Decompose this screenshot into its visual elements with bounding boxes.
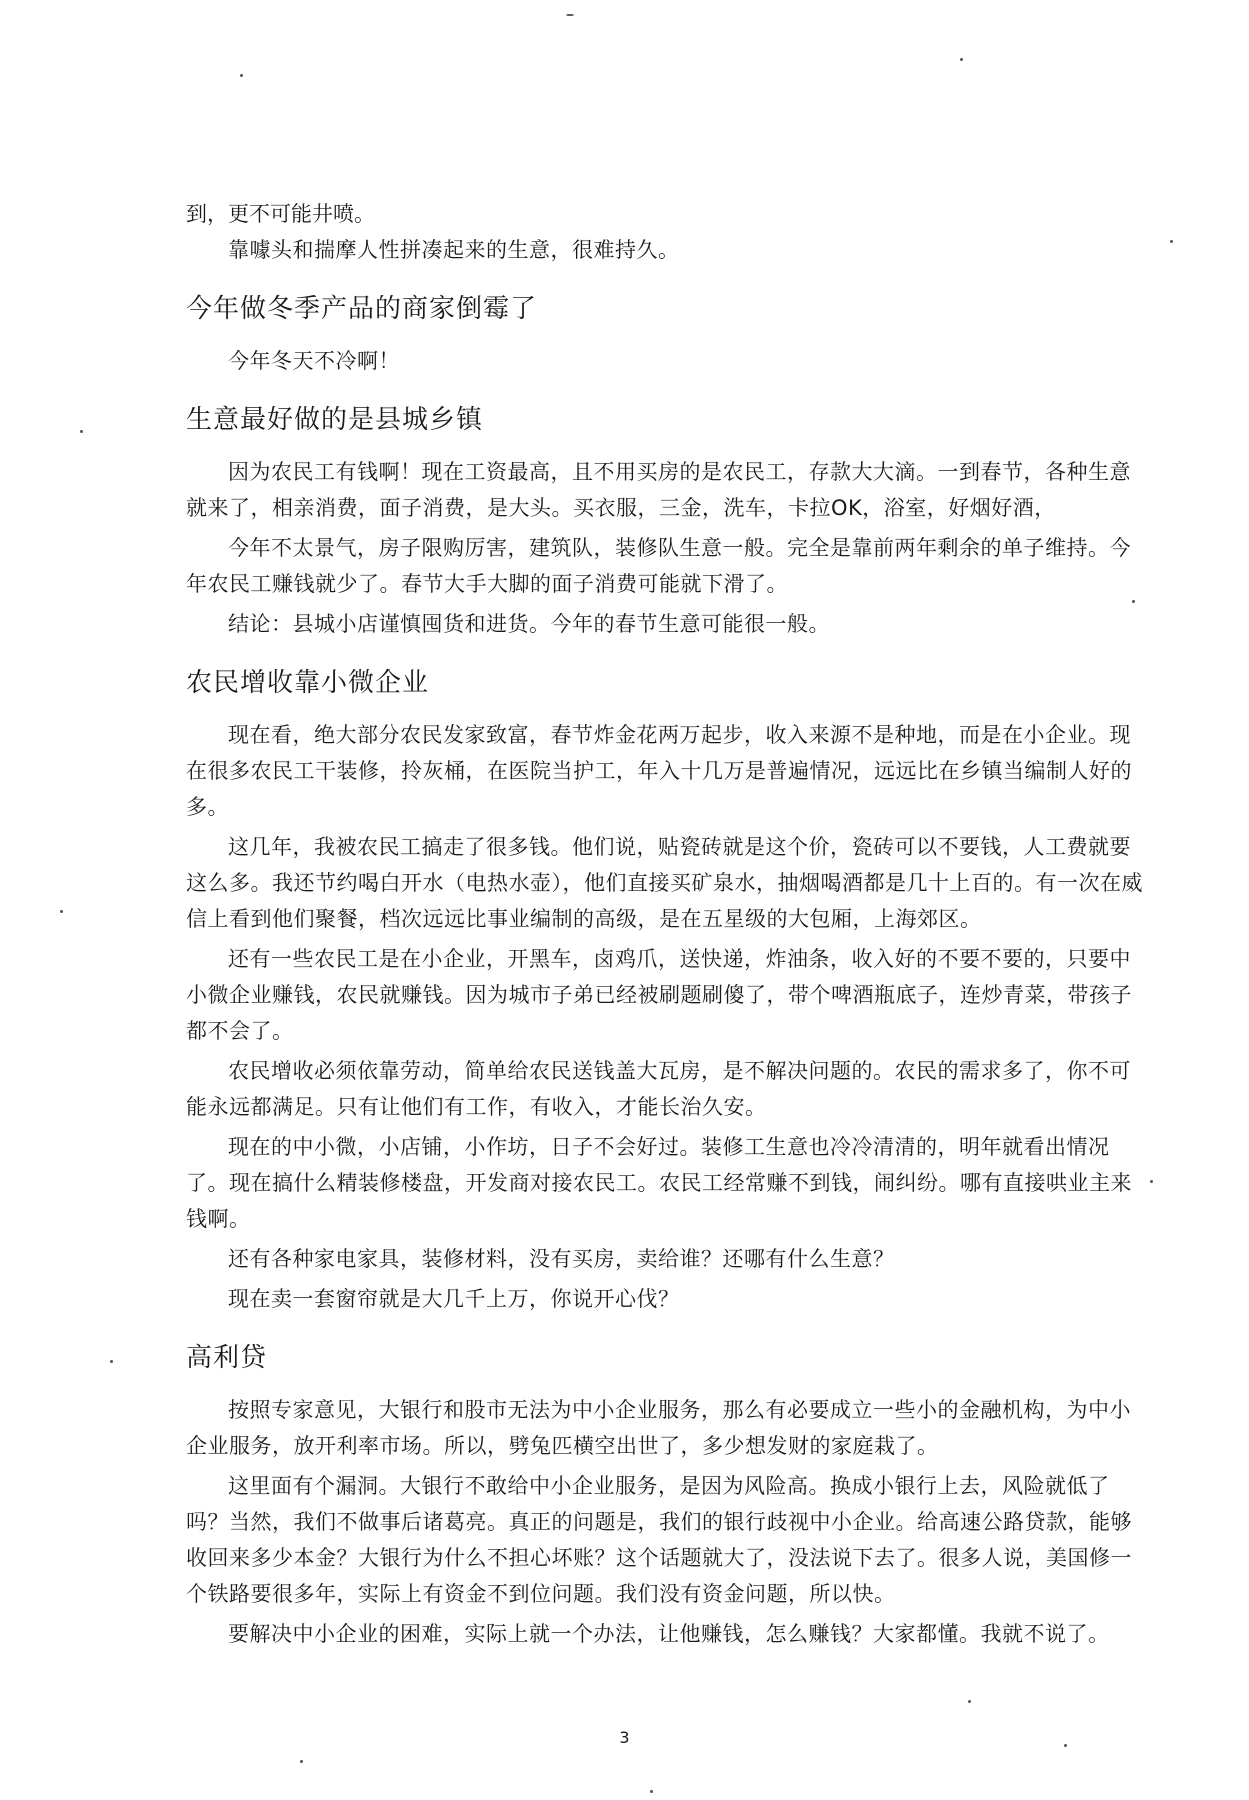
paragraph: 这里面有个漏洞。大银行不敢给中小企业服务，是因为风险高。换成小银行上去，风险就低了吗？当然，我们不做事后诸葛亮。真正的问题是，我们的银行歧视中小企业。给高速公路贷款，能够收回来多少本金？大银行为什么不担心坏账？这个话题就大了，没法说下去了。很多人说，美国修一个铁路要很多年，实际上有资金不到位问题。我们没有资金问题，所以快。 [186,1474,1132,1606]
section-usury [186,1337,1146,1652]
paragraph: 今年冬天不冷啊！ [228,349,400,373]
paragraph: 要解决中小企业的困难，实际上就一个办法，让他赚钱，怎么赚钱？大家都懂。我就不说了。 [228,1622,1110,1646]
paragraph: 现在的中小微，小店铺，小作坊，日子不会好过。装修工生意也冷冷清清的，明年就看出情况了。现在搞什么精装修楼盘，开发商对接农民工。农民工经常赚不到钱，闹纠纷。哪有直接哄业主来钱啊。 [186,1135,1132,1231]
scan-speck [60,910,63,913]
scan-speck [650,1790,653,1793]
scan-speck [566,14,574,16]
paragraph: 按照专家意见，大银行和股市无法为中小企业服务，那么有必要成立一些小的金融机构，为中小企业服务，放开利率市场。所以，劈兔匹横空出世了，多少想发财的家庭栽了。 [186,1398,1131,1458]
paragraph: 今年不太景气，房子限购厉害，建筑队，装修队生意一般。完全是靠前两年剩余的单子维持。今年农民工赚钱就少了。春节大手大脚的面子消费可能就下滑了。 [186,536,1131,596]
paragraph: 还有一些农民工是在小企业，开黑车，卤鸡爪，送快递，炸油条，收入好的不要不要的，只要中小微企业赚钱，农民就赚钱。因为城市子弟已经被刷题刷傻了，带个啤酒瓶底子，连炒青菜，带孩子都不会了。 [186,947,1132,1043]
scan-speck [1170,240,1173,243]
scan-speck [960,58,963,61]
section-heading: 高利贷 [186,1343,268,1373]
section-heading: 农民增收靠小微企业 [186,668,430,698]
scan-speck [240,74,243,77]
paragraph: 这几年，我被农民工搞走了很多钱。他们说，贴瓷砖就是这个价，瓷砖可以不要钱，人工费就要这么多。我还节约喝白开水（电热水壶），他们直接买矿泉水，抽烟喝酒都是几十上百的。有一次在威信上看到他们聚餐，档次远远比事业编制的高级，是在五星级的大包厢，上海郊区。 [186,835,1143,931]
section-heading: 生意最好做的是县城乡镇 [186,405,484,435]
section-county-towns [186,399,1146,642]
paragraph: 结论：县城小店谨慎囤货和进货。今年的春节生意可能很一般。 [228,612,830,636]
section-farmer-income [186,662,1146,1317]
paragraph: 因为农民工有钱啊！现在工资最高，且不用买房的是农民工，存款大大滴。一到春节，各种生意就来了，相亲消费，面子消费，是大头。买衣服，三金，洗车，卡拉OK，浴室，好烟好酒， [186,460,1131,520]
paragraph: 现在卖一套窗帘就是大几千上万，你说开心伐？ [228,1287,680,1311]
scan-speck [110,1360,113,1363]
section-gimmick-business [186,232,1146,268]
paragraph: 靠噱头和揣摩人性拼凑起来的生意，很难持久。 [228,238,680,262]
paragraph: 现在看，绝大部分农民发家致富，春节炸金花两万起步，收入来源不是种地，而是在小企业。现在很多农民工干装修，拎灰桶，在医院当护工，年入十几万是普遍情况，远远比在乡镇当编制人好的多。 [186,723,1132,819]
scan-speck [300,1760,303,1763]
continuation-paragraph: 到，更不可能井喷。 [186,202,375,226]
paragraph: 还有各种家电家具，装修材料，没有买房，卖给谁？还哪有什么生意？ [228,1247,895,1271]
scan-speck [968,1700,971,1703]
page-number: 3 [619,1728,630,1747]
document-body [186,196,1146,1656]
paragraph: 农民增收必须依靠劳动，简单给农民送钱盖大瓦房，是不解决问题的。农民的需求多了，你不可能永远都满足。只有让他们有工作，有收入，才能长治久安。 [186,1059,1131,1119]
scan-speck [80,430,83,433]
scan-speck [1150,1180,1153,1183]
section-winter-products [186,288,1146,379]
section-heading: 今年做冬季产品的商家倒霉了 [186,294,538,324]
